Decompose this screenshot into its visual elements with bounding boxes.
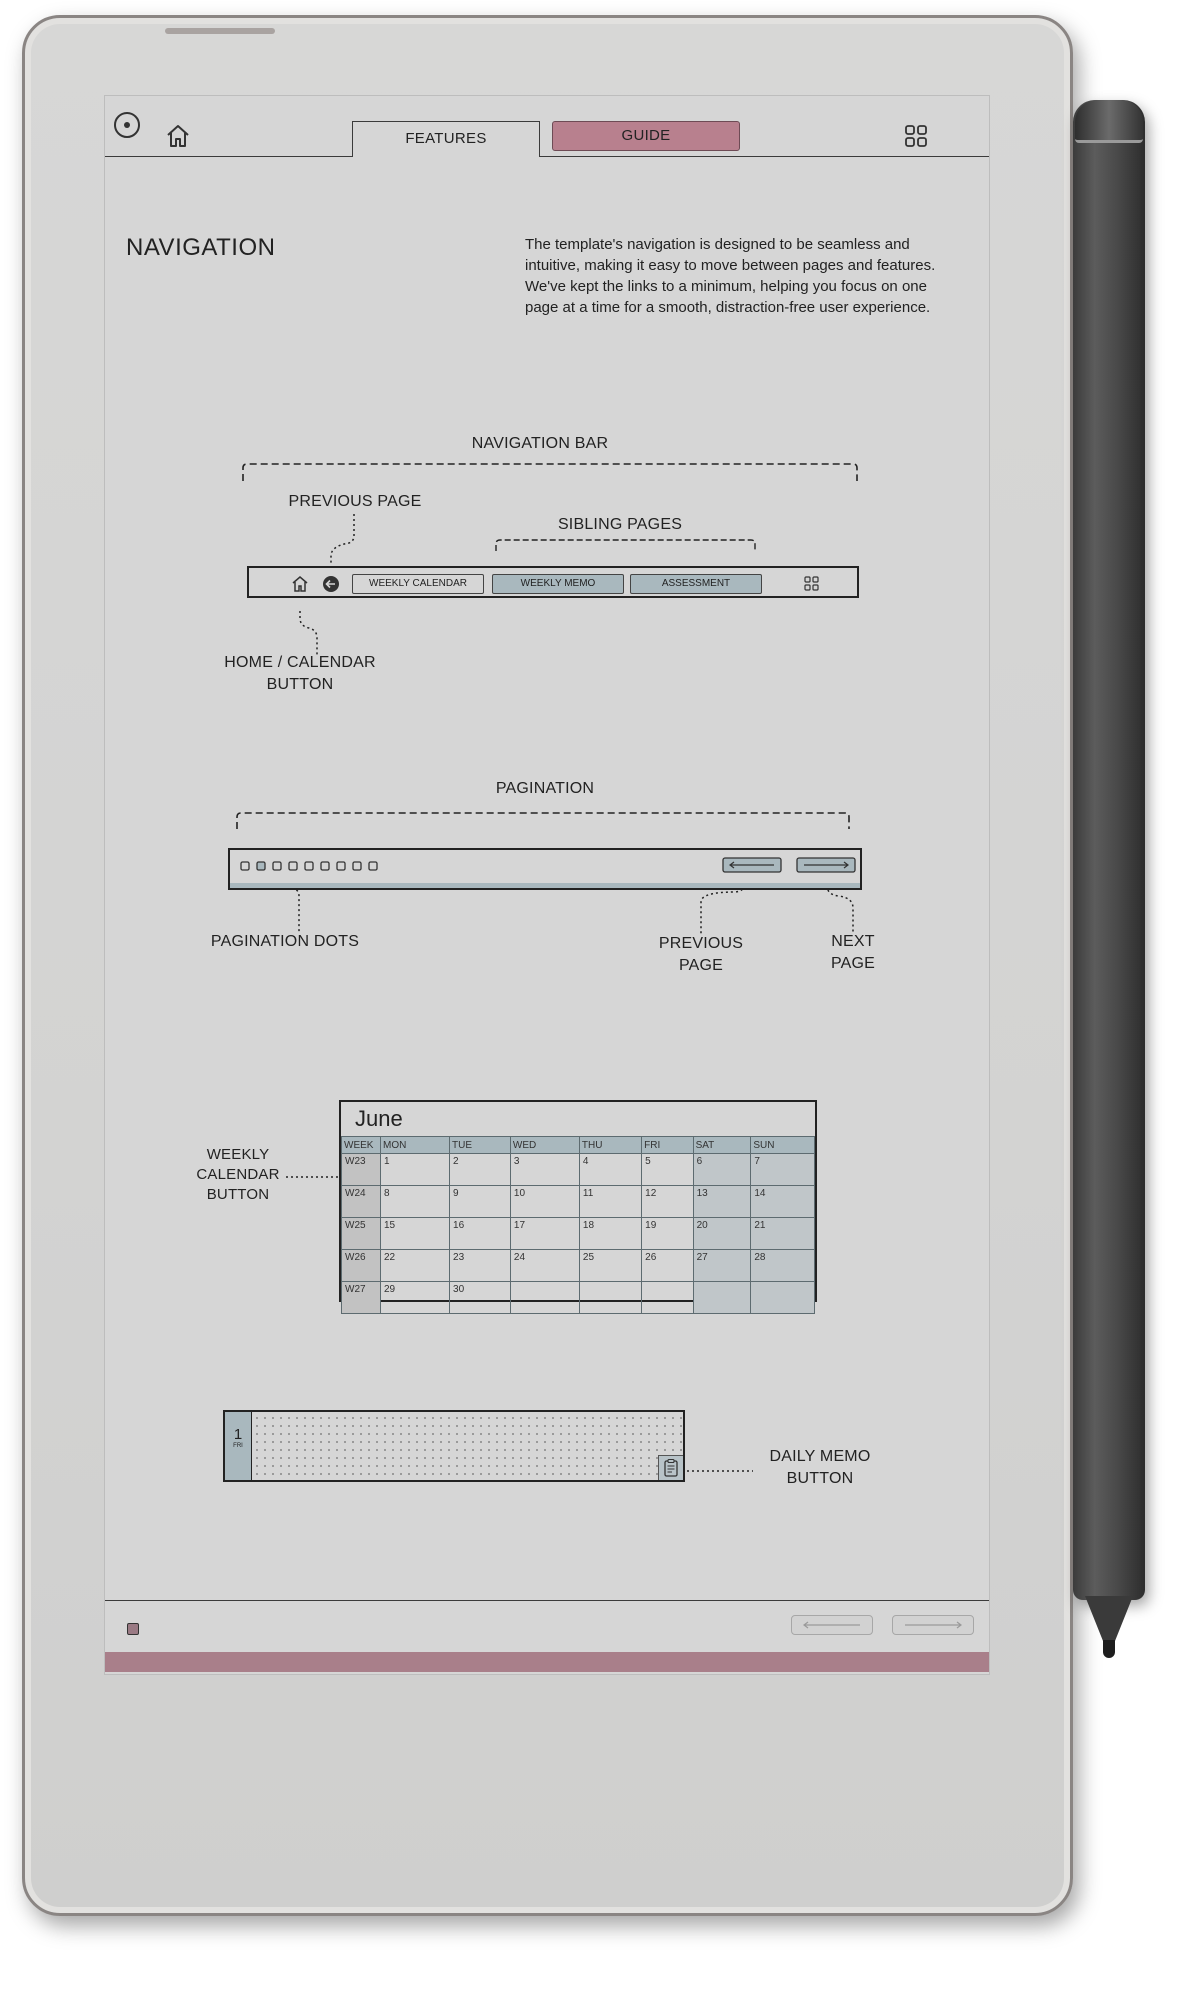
day-cell: 22 [381, 1250, 450, 1282]
diagram-connectors [105, 96, 989, 1596]
calendar-header-row [342, 1137, 815, 1154]
bottom-navigation-bar [105, 1600, 989, 1653]
day-cell: 23 [450, 1250, 511, 1282]
daily-memo-button [658, 1455, 683, 1480]
calendar-header: WED [510, 1137, 579, 1154]
page-indicator-icon[interactable] [127, 1623, 139, 1635]
week-cell: W27 [342, 1282, 381, 1314]
day-cell [579, 1282, 641, 1314]
day-cell [693, 1282, 751, 1314]
next-page-button[interactable] [892, 1615, 974, 1635]
calendar-week-row [342, 1154, 815, 1186]
home-calendar-label-line1: HOME / CALENDAR [224, 654, 376, 671]
previous-page-line1: PREVIOUS [658, 935, 744, 952]
calendar-week-row [342, 1218, 815, 1250]
next-page-line2: PAGE [830, 955, 876, 972]
prev-page-arrow-icon [722, 857, 782, 873]
daily-memo-label-line1: DAILY MEMO [769, 1448, 871, 1465]
previous-page-button[interactable] [791, 1615, 873, 1635]
day-cell [751, 1282, 815, 1314]
nav-mock-weekly-memo: WEEKLY MEMO [492, 574, 624, 594]
pagination-heading: PAGINATION [495, 780, 595, 797]
day-cell: 30 [450, 1282, 511, 1314]
back-arrow-icon [322, 575, 340, 593]
right-arrow-icon [893, 1616, 973, 1634]
day-cell: 14 [751, 1186, 815, 1218]
day-cell: 13 [693, 1186, 751, 1218]
day-cell: 29 [381, 1282, 450, 1314]
day-cell: 3 [510, 1154, 579, 1186]
calendar-header: FRI [642, 1137, 693, 1154]
day-cell: 7 [751, 1154, 815, 1186]
stylus-pen [1073, 100, 1145, 1600]
day-cell: 25 [579, 1250, 641, 1282]
left-arrow-icon [792, 1616, 872, 1634]
weekly-calendar-label-line1: WEEKLY [206, 1146, 270, 1163]
weekly-calendar-button-label [193, 1145, 283, 1205]
pagination-footer-strip [230, 883, 860, 888]
calendar-week-row [342, 1250, 815, 1282]
daily-memo-strip-mockup [223, 1410, 685, 1482]
device-top-slot [165, 28, 275, 34]
home-icon [291, 575, 309, 593]
day-cell: 18 [579, 1218, 641, 1250]
day-cell: 10 [510, 1186, 579, 1218]
calendar-week-row [342, 1186, 815, 1218]
day-cell: 12 [642, 1186, 693, 1218]
day-cell [510, 1282, 579, 1314]
previous-page-label: PREVIOUS PAGE [288, 493, 422, 510]
grid-icon [804, 576, 819, 591]
day-cell: 2 [450, 1154, 511, 1186]
stylus-cap [1075, 100, 1143, 143]
memo-date-weekday: FRI [233, 1443, 243, 1449]
pagination-bar-mockup [228, 848, 862, 890]
week-cell: W23 [342, 1154, 381, 1186]
day-cell: 15 [381, 1218, 450, 1250]
day-cell: 1 [381, 1154, 450, 1186]
day-cell: 17 [510, 1218, 579, 1250]
memo-clipboard-icon [659, 1456, 683, 1480]
navigation-bar-heading: NAVIGATION BAR [471, 435, 609, 452]
day-cell: 5 [642, 1154, 693, 1186]
month-calendar-mockup [339, 1100, 817, 1302]
daily-memo-button-label [755, 1446, 885, 1490]
day-cell: 21 [751, 1218, 815, 1250]
page-title: NAVIGATION [126, 234, 276, 261]
calendar-week-row [342, 1282, 815, 1314]
device-screen [104, 95, 990, 1675]
day-cell: 8 [381, 1186, 450, 1218]
calendar-header: WEEK [342, 1137, 381, 1154]
day-cell: 6 [693, 1154, 751, 1186]
next-page-arrow-icon [796, 857, 856, 873]
calendar-header: TUE [450, 1137, 511, 1154]
day-cell: 24 [510, 1250, 579, 1282]
calendar-month-title: June [355, 1106, 403, 1131]
sibling-pages-label: SIBLING PAGES [557, 516, 683, 533]
week-cell: W25 [342, 1218, 381, 1250]
day-cell [642, 1282, 693, 1314]
calendar-header: SUN [751, 1137, 815, 1154]
calendar-grid [341, 1136, 815, 1314]
week-cell: W24 [342, 1186, 381, 1218]
navigation-bar-mockup [247, 566, 859, 598]
weekly-calendar-label-line2: CALENDAR [196, 1166, 280, 1183]
tab-features[interactable]: FEATURES [352, 121, 540, 157]
day-cell: 20 [693, 1218, 751, 1250]
calendar-header: MON [381, 1137, 450, 1154]
day-cell: 19 [642, 1218, 693, 1250]
tab-guide[interactable]: GUIDE [552, 121, 740, 151]
calendar-header: SAT [693, 1137, 751, 1154]
day-cell: 27 [693, 1250, 751, 1282]
daily-memo-label-line2: BUTTON [786, 1470, 854, 1487]
day-cell: 11 [579, 1186, 641, 1218]
pagination-dots [240, 859, 380, 873]
day-cell: 26 [642, 1250, 693, 1282]
weekly-calendar-label-line3: BUTTON [206, 1186, 270, 1203]
nav-mock-assessment: ASSESSMENT [630, 574, 762, 594]
home-calendar-label-line2: BUTTON [266, 676, 334, 693]
stylus-tip-end [1103, 1640, 1115, 1658]
footer-accent-bar [105, 1652, 989, 1672]
day-cell: 28 [751, 1250, 815, 1282]
intro-paragraph: The template's navigation is designed to be seamless and intuitive, making it easy to move between pages and features. We've kept the links to a minimum, helping you focus on one page at a time for a smooth, distraction-free user experience. [525, 236, 936, 316]
home-calendar-label [220, 652, 380, 696]
memo-date-number: 1 [233, 1426, 243, 1443]
previous-page-line2: PAGE [678, 957, 724, 974]
day-cell: 9 [450, 1186, 511, 1218]
week-cell: W26 [342, 1250, 381, 1282]
previous-page-pagination-label [651, 933, 751, 977]
day-cell: 16 [450, 1218, 511, 1250]
nav-mock-weekly-calendar: WEEKLY CALENDAR [352, 574, 484, 594]
next-page-pagination-label [815, 931, 891, 975]
memo-date-cell [225, 1412, 252, 1480]
pagination-dots-label: PAGINATION DOTS [210, 933, 360, 950]
next-page-line1: NEXT [831, 933, 875, 950]
day-cell: 4 [579, 1154, 641, 1186]
calendar-header: THU [579, 1137, 641, 1154]
